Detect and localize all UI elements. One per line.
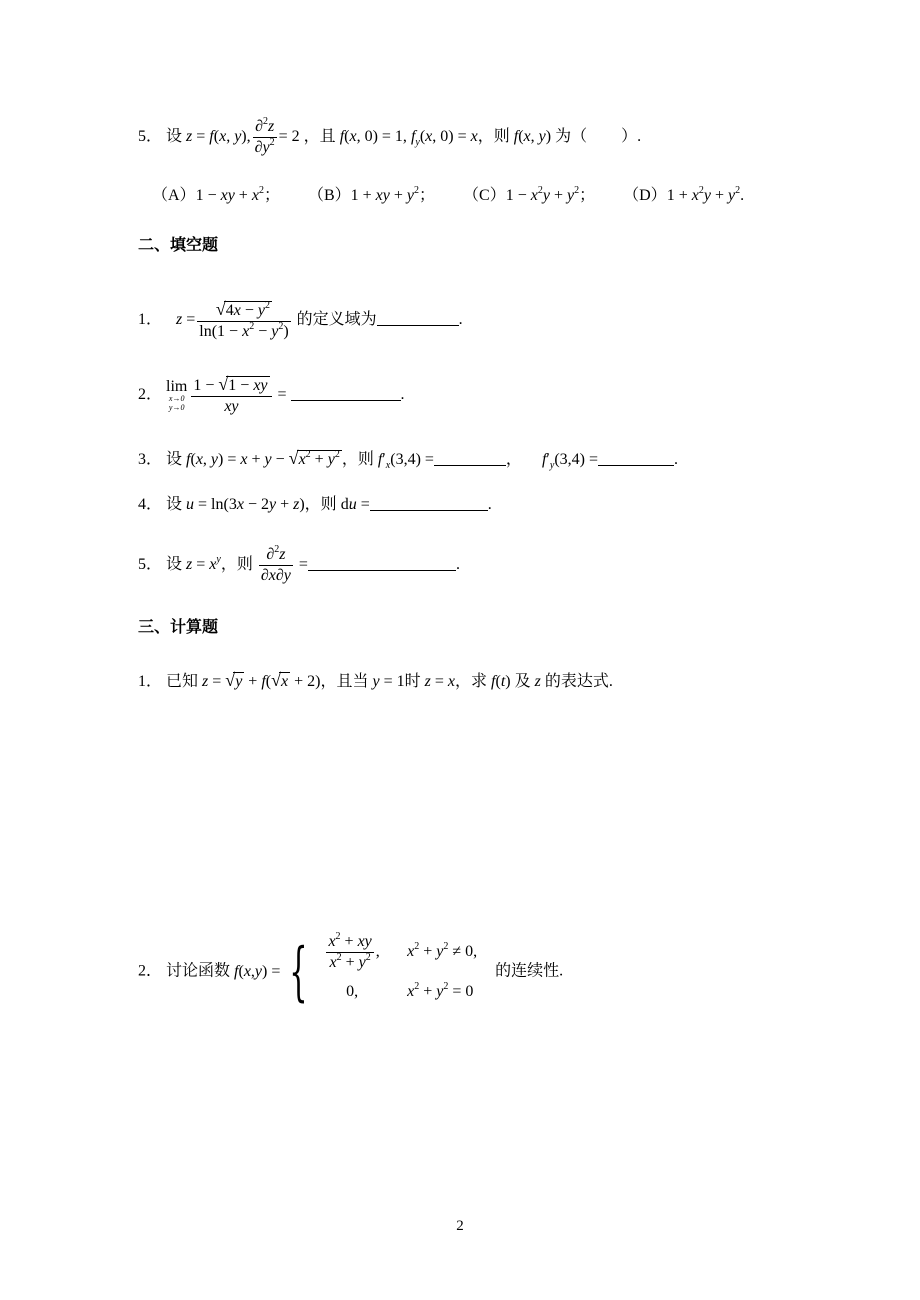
math-expr: z = √y + f(√x + 2) [202,670,321,690]
option-c: $(C)1 - x^2y + y^2$； [463,185,596,204]
math-expr: f(x, 0) = 1, $f_y(x$, 0) = x [339,128,478,149]
fill-q2: 2． lim x→0 y→0 $\frac{1 - √1 - xy}{xy}$ = . [138,374,405,415]
math-expr: z = $\frac{√4x - y^2}{\ln(1 - x^2 - y^2)}$ [176,299,289,340]
math-expr: f ( x , y ) = { $\frac{x^2 + xy}{x^2 + y^2}$ , $x^2 + y^2 \ne 0$, 0, $x^2 + y^2 = 0$ [234,930,478,1009]
answer-blank[interactable] [308,554,456,571]
option-b: （B）1 + xy + $y^2$； [307,185,436,204]
option-a: （A）1 − xy + $x^2$； [152,185,280,204]
answer-blank[interactable] [434,449,506,466]
page-number: 2 [456,1218,464,1234]
math-expr: z = x [424,673,456,690]
fill-q4: 4． 设 u = ln(3x − 2y + z)，则 du = . [138,496,492,513]
math-expr: $f'_y(3,4)$ = [541,451,599,471]
answer-blank[interactable] [598,449,674,466]
q-number: 5． [138,128,163,146]
answer-blank[interactable] [291,384,401,401]
math-expr: f(t) [491,673,511,690]
math-expr: z = f(x, y), $\frac{\partial^2z}{\partial y^2}$ = 2 [186,116,304,156]
math-expr: $z = x^y$ [186,554,221,574]
math-expr: lim x→0 y→0 $\frac{1 - √1 - xy}{xy}$ = [166,374,291,415]
choice-q5: 5． 设 z = f(x, y), $\frac{\partial^2z}{\partial y^2}$ = 2 ，且 f(x, 0) = 1, $f_y(x$, 0) = x，则 f(x, y) 为（ ）. [138,116,642,156]
section-heading-compute: 三、计算题 [138,617,219,636]
compute-q1: 1． 已知 z = √y + f(√x + 2)，且当 y = 1时 z = x，求 f(t) 及 z 的表达式. [138,670,613,690]
math-expr: y = 1 [372,673,405,690]
math-expr: f(x, y) [513,128,552,146]
answer-blank[interactable] [370,494,488,511]
math-expr: $f'_x(3,4)$ = [377,451,434,471]
compute-q2: 2． 讨论函数 f ( x , y ) = { $\frac{x^2 + xy}{x^2 + y^2}$ , $x^2 + y^2 \ne 0$, 0, $x^2 + y^2 = 0$ 的连续性. [138,932,563,1012]
fill-q3: 3． 设 f(x, $y) = x + y - √x^2 + y^2$ ，则 $f'_x(3,4)$ = ， $f'_y(3,4)$ = . [138,448,679,471]
choice-q5-options [152,186,744,206]
math-expr: z [534,673,541,690]
fill-q1: 1． z = $\frac{√4x - y^2}{\ln(1 - x^2 - y^2)}$ 的定义域为 . [138,299,463,340]
option-d: $(D)1 + x^2y + y^2$. [623,185,745,204]
section-heading-fill: 二、填空题 [138,235,219,254]
math-expr: f(x, $y) = x + y - √x^2 + y^2$ [186,448,340,468]
math-expr: u = ln(3x − 2y + z) [186,496,305,513]
math-expr: $\frac{\partial^2z}{\partial x\partial y}$ = [260,544,308,584]
math-expr: du = [340,496,370,513]
answer-blank[interactable] [377,309,459,326]
fill-q5: 5． 设 $z = x^y$，则 $\frac{\partial^2z}{\partial x\partial y}$ = . [138,544,460,584]
